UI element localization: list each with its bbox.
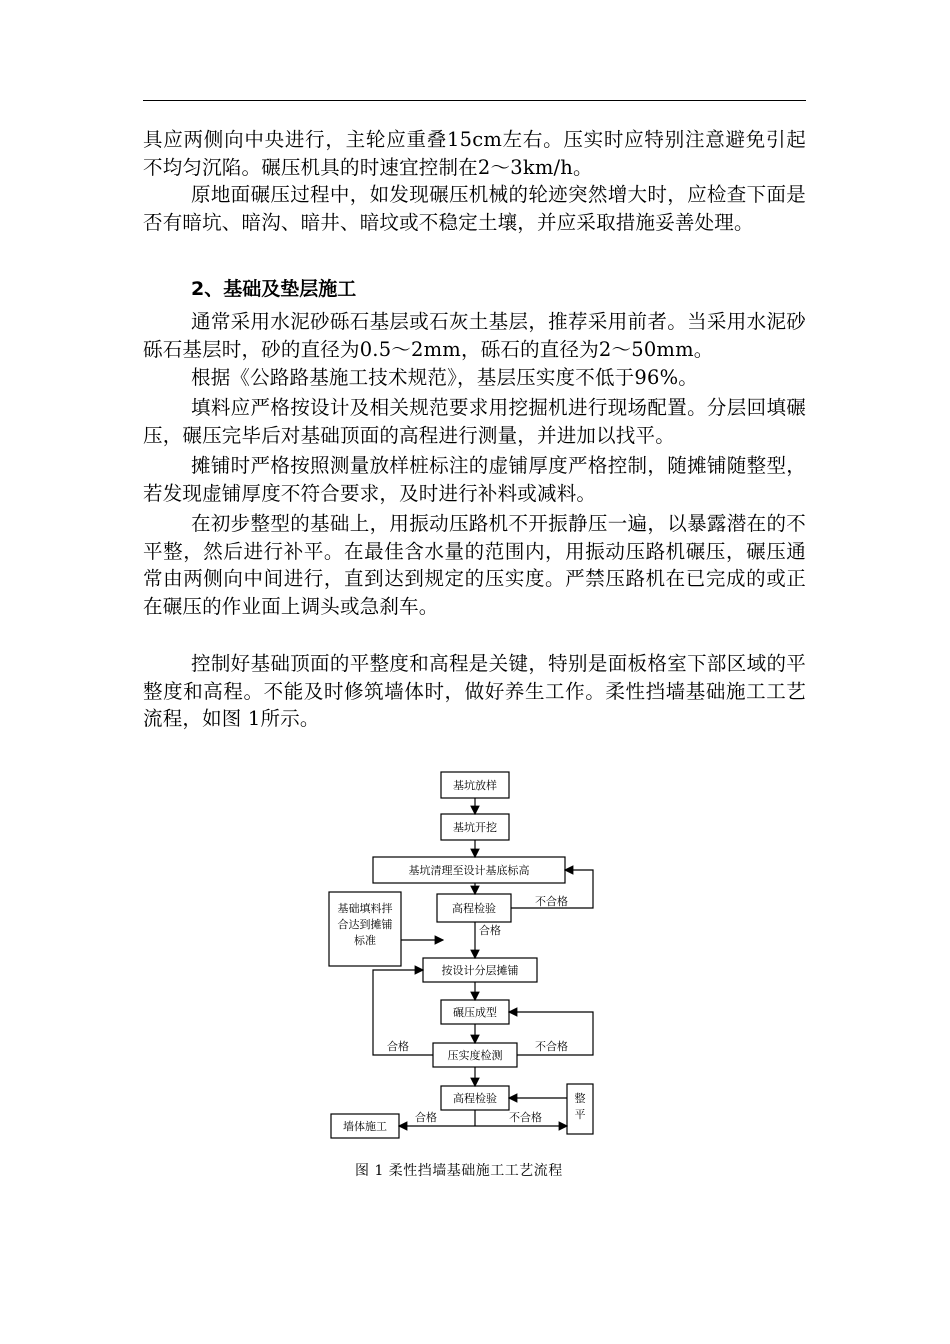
pass-label-3: 合格 xyxy=(415,1111,437,1124)
side-label-c: 标准 xyxy=(354,934,376,947)
header-rule xyxy=(143,100,806,101)
fail-label-1: 不合格 xyxy=(535,895,568,908)
section-heading: 2、基础及垫层施工 xyxy=(191,278,357,300)
paragraph-base-material: 通常采用水泥砂砾石基层或石灰土基层，推荐采用前者。当采用水泥砂砾石基层时，砂的直径为0.5～2mm，砾石的直径为2～50mm。 xyxy=(143,310,806,361)
paragraph-rolling-direction: 具应两侧向中央进行，主轮应重叠15cm左右。压实时应特别注意避免引起不均匀沉陷。碾压机具的时速宜控制在2～3km/h。 xyxy=(143,128,806,179)
fail-label-3: 不合格 xyxy=(509,1111,542,1124)
box2-label: 基坑开挖 xyxy=(453,821,497,834)
paragraph-spreading: 摊铺时严格按照测量放样桩标注的虚铺厚度严格控制，随摊铺随整型，若发现虚铺厚度不符合要求，及时进行补料或减料。 xyxy=(143,454,806,505)
side-label-b: 合达到摊铺 xyxy=(337,918,393,931)
wall-label: 墙体施工 xyxy=(343,1120,387,1133)
side-label-a: 基础填料拌 xyxy=(337,902,393,915)
leveling-label-a: 整 xyxy=(574,1092,586,1105)
leveling-label-b: 平 xyxy=(574,1108,586,1121)
box8-label: 高程检验 xyxy=(453,1092,497,1105)
paragraph-ground-rolling: 原地面碾压过程中，如发现碾压机械的轮迹突然增大时，应检查下面是否有暗坑、暗沟、暗井、暗坟或不稳定土壤，并应采取措施妥善处理。 xyxy=(143,183,806,234)
box4-label: 高程检验 xyxy=(452,902,496,915)
box1-label: 基坑放样 xyxy=(453,779,497,792)
box7-label: 压实度检测 xyxy=(447,1049,503,1062)
box3-label: 基坑清理至设计基底标高 xyxy=(408,864,530,877)
pass-label-1: 合格 xyxy=(479,924,501,937)
fail-label-2: 不合格 xyxy=(535,1040,568,1053)
box6-label: 碾压成型 xyxy=(453,1006,497,1019)
figure-caption: 图 1 柔性挡墙基础施工工艺流程 xyxy=(355,1163,563,1179)
paragraph-compaction-standard: 根据《公路路基施工技术规范》，基层压实度不低于96%。 xyxy=(191,366,698,389)
paragraph-fill-material: 填料应严格按设计及相关规范要求用挖掘机进行现场配置。分层回填碾压，碾压完毕后对基础顶面的高程进行测量，并进加以找平。 xyxy=(143,396,806,447)
pass-label-2: 合格 xyxy=(387,1040,409,1053)
process-flowchart xyxy=(325,768,600,1143)
paragraph-flatness-control: 控制好基础顶面的平整度和高程是关键，特别是面板格室下部区域的平整度和高程。不能及时修筑墙体时，做好养生工作。柔性挡墙基础施工工艺流程，如图 1所示。 xyxy=(143,652,806,730)
box5-label: 按设计分层摊铺 xyxy=(441,964,519,977)
paragraph-compaction-process: 在初步整型的基础上，用振动压路机不开振静压一遍，以暴露潜在的不平整，然后进行补平。在最佳含水量的范围内，用振动压路机碾压，碾压通常由两侧向中间进行，直到达到规定的压实度。严禁压路机在已完成的或正在碾压的作业面上调头或急刹车。 xyxy=(143,512,806,618)
